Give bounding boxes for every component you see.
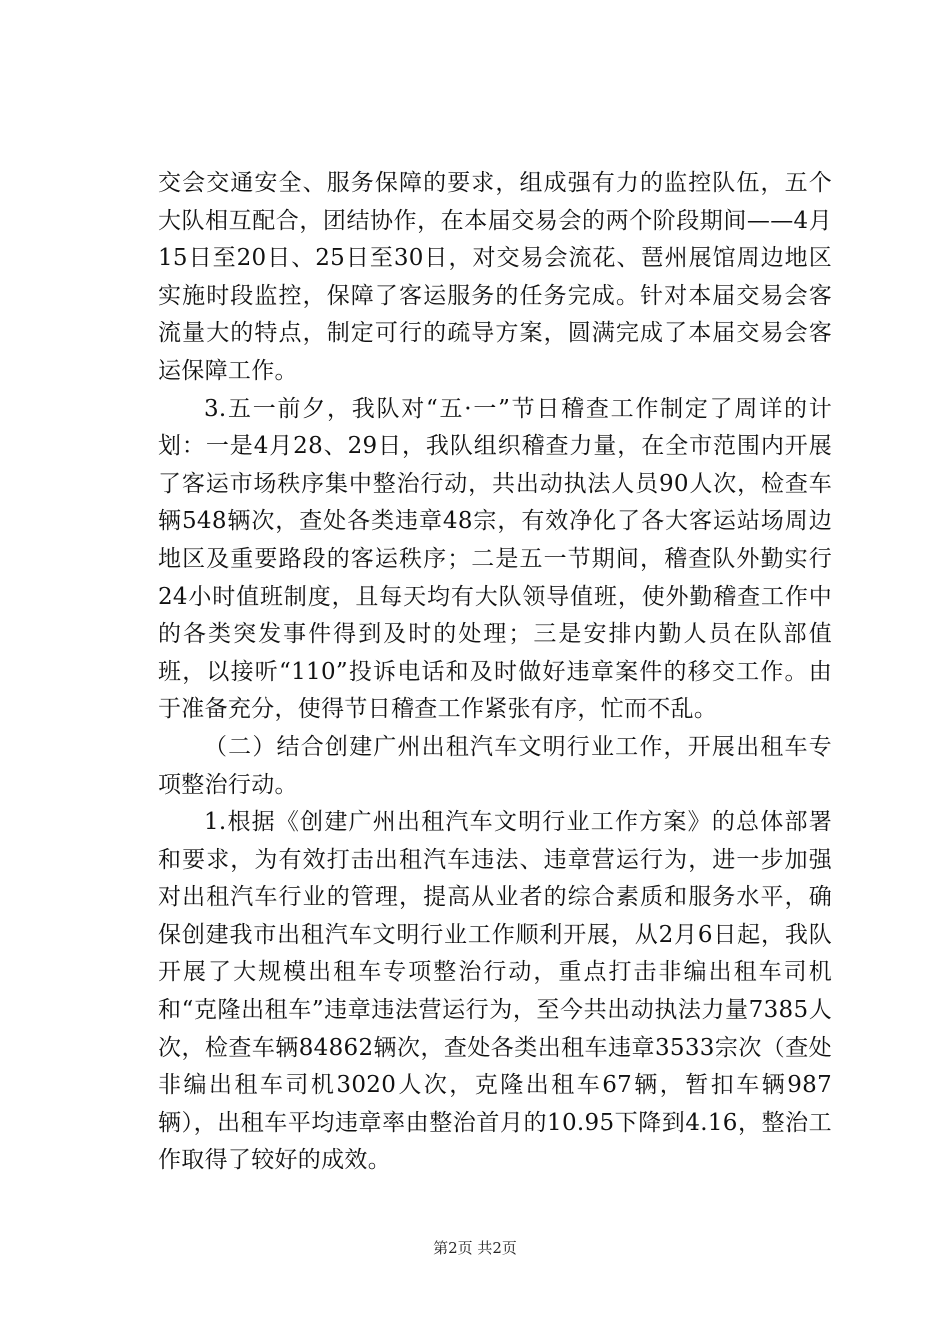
paragraph-item-1: 1.根据《创建广州出租汽车文明行业工作方案》的总体部署和要求，为有效打击出租汽车违法、违章营运行为，进一步加强对出租汽车行业的管理，提高从业者的综合素质和服务水平，确保创建我市出租汽车文明行业工作顺利开展，从2月6日起，我队开展了大规模出租车专项整治行动，重点打击非编出租车司机和“克隆出租车”违章违法营运行为，至今共出动执法力量7385人次，检查车辆84862辆次，查处各类出租车违章3533宗次（查处非编出租车司机3020人次，克隆出租车67辆，暂扣车辆987辆），出租车平均违章率由整治首月的10.95下降到4.16，整治工作取得了较好的成效。 [158,809,832,1174]
paragraph-item-3: 3.五一前夕，我队对“五·一”节日稽查工作制定了周详的计划：一是4月28、29日，我队组织稽查力量，在全市范围内开展了客运市场秩序集中整治行动，共出动执法人员90人次，检查车辆548辆次，查处各类违章48宗，有效净化了各大客运站场周边地区及重要路段的客运秩序；二是五一节期间，稽查队外勤实行24小时值班制度，且每天均有大队领导值班，使外勤稽查工作中的各类突发事件得到及时的处理；三是安排内勤人员在队部值班，以接听“110”投诉电话和及时做好违章案件的移交工作。由于准备充分，使得节日稽查工作紧张有序，忙而不乱。 [158,395,832,723]
document-body [158,165,832,1180]
paragraph-section-heading: （二）结合创建广州出租汽车文明行业工作，开展出租车专项整治行动。 [158,733,832,798]
paragraph-continuation: 交会交通安全、服务保障的要求，组成强有力的监控队伍，五个大队相互配合，团结协作，在本届交易会的两个阶段期间——4月15日至20日、25日至30日，对交易会流花、琶州展馆周边地区实施时段监控，保障了客运服务的任务完成。针对本届交易会客流量大的特点，制定可行的疏导方案，圆满完成了本届交易会客运保障工作。 [158,170,832,384]
page-footer: 第2页 共2页 [433,1239,517,1257]
